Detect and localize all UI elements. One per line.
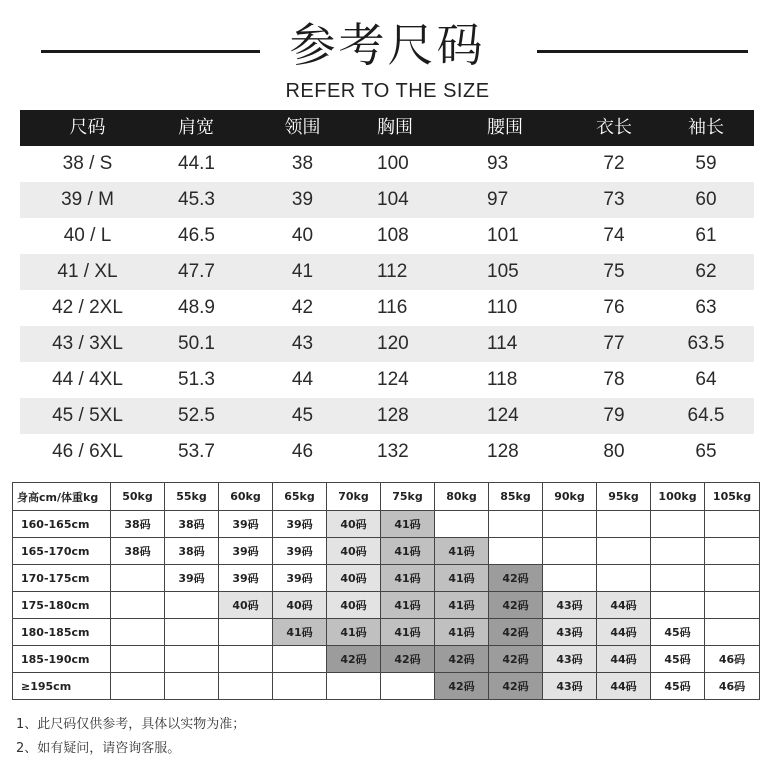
header-rule-right — [537, 50, 748, 53]
grid-cell — [597, 565, 651, 592]
grid-cell: 40码 — [327, 538, 381, 565]
grid-cell — [489, 538, 543, 565]
page-title: 参考尺码 — [289, 18, 486, 72]
height-label: 175-180cm — [13, 592, 111, 619]
table-cell: 63 — [695, 297, 717, 318]
weight-header: 70kg — [327, 483, 381, 511]
grid-cell: 46码 — [705, 673, 760, 700]
table-cell: 39 — [291, 189, 314, 210]
height-label: 170-175cm — [13, 565, 111, 592]
grid-cell — [651, 592, 705, 619]
grid-cell — [111, 673, 165, 700]
table-cell: 59 — [695, 153, 717, 174]
grid-cell: 41码 — [381, 565, 435, 592]
grid-cell — [165, 673, 219, 700]
grid-cell — [273, 673, 327, 700]
table-cell: 74 — [603, 225, 625, 246]
table-cell: 128 — [377, 405, 409, 426]
table-cell: 78 — [603, 369, 625, 390]
table-cell: 51.3 — [178, 369, 215, 390]
table-cell: 100 — [377, 153, 409, 174]
grid-cell — [165, 646, 219, 673]
size-table-header — [20, 110, 754, 146]
grid-cell — [435, 511, 489, 538]
weight-header: 65kg — [273, 483, 327, 511]
table-cell: 114 — [487, 333, 518, 354]
grid-cell: 40码 — [327, 592, 381, 619]
table-row — [20, 146, 754, 182]
grid-cell — [273, 646, 327, 673]
weight-header: 75kg — [381, 483, 435, 511]
grid-cell: 39码 — [219, 511, 273, 538]
grid-cell — [165, 592, 219, 619]
column-header: 胸围 — [377, 117, 413, 138]
grid-cell: 41码 — [435, 592, 489, 619]
grid-cell — [381, 673, 435, 700]
grid-cell — [651, 538, 705, 565]
grid-cell — [705, 592, 760, 619]
table-cell: 53.7 — [178, 441, 215, 462]
grid-cell: 42码 — [489, 592, 543, 619]
grid-cell: 43码 — [543, 592, 597, 619]
table-row — [20, 254, 754, 290]
table-cell: 40 — [291, 225, 314, 246]
table-cell: 45 — [291, 405, 314, 426]
grid-cell: 43码 — [543, 619, 597, 646]
grid-row — [13, 646, 760, 673]
grid-cell: 41码 — [435, 619, 489, 646]
grid-cell: 45码 — [651, 646, 705, 673]
table-cell: 61 — [695, 225, 717, 246]
size-table-body — [20, 146, 754, 470]
weight-header: 95kg — [597, 483, 651, 511]
grid-cell: 39码 — [273, 565, 327, 592]
grid-cell: 39码 — [273, 538, 327, 565]
grid-cell: 44码 — [597, 673, 651, 700]
grid-cell — [219, 673, 273, 700]
table-cell: 77 — [603, 333, 625, 354]
height-label: 160-165cm — [13, 511, 111, 538]
grid-cell: 42码 — [381, 646, 435, 673]
table-row — [20, 182, 754, 218]
grid-cell — [219, 619, 273, 646]
grid-cell: 39码 — [219, 565, 273, 592]
table-cell: 128 — [487, 441, 519, 462]
table-cell: 93 — [487, 153, 509, 174]
table-cell: 101 — [487, 225, 519, 246]
column-header: 肩宽 — [178, 117, 214, 138]
table-row — [20, 218, 754, 254]
grid-row — [13, 619, 760, 646]
grid-cell: 38码 — [165, 511, 219, 538]
grid-cell: 38码 — [111, 538, 165, 565]
table-cell: 52.5 — [178, 405, 215, 426]
grid-cell — [327, 673, 381, 700]
grid-cell: 40码 — [273, 592, 327, 619]
column-header: 衣长 — [596, 117, 632, 138]
table-cell: 42 — [291, 297, 314, 318]
table-cell: 38 / S — [62, 153, 113, 174]
size-table — [20, 110, 754, 470]
table-cell: 60 — [695, 189, 717, 210]
notes — [16, 713, 245, 761]
grid-row — [13, 673, 760, 700]
grid-cell — [543, 565, 597, 592]
grid-cell — [705, 565, 760, 592]
table-cell: 76 — [603, 297, 625, 318]
grid-cell — [651, 565, 705, 592]
table-cell: 48.9 — [178, 297, 215, 318]
table-cell: 64 — [695, 369, 717, 390]
column-header: 腰围 — [487, 117, 523, 138]
table-cell: 43 / 3XL — [52, 333, 123, 354]
table-row — [20, 434, 754, 470]
weight-header: 80kg — [435, 483, 489, 511]
table-cell: 41 — [291, 261, 314, 282]
table-cell: 65 — [695, 441, 717, 462]
table-cell: 64.5 — [687, 405, 725, 426]
grid-row — [13, 592, 760, 619]
header-rule-left — [41, 50, 260, 53]
grid-row — [13, 511, 760, 538]
grid-cell: 42码 — [435, 646, 489, 673]
table-cell: 120 — [377, 333, 409, 354]
table-cell: 105 — [487, 261, 519, 282]
grid-cell — [111, 646, 165, 673]
grid-cell: 41码 — [381, 511, 435, 538]
grid-cell: 42码 — [489, 646, 543, 673]
grid-cell: 41码 — [435, 538, 489, 565]
grid-cell: 42码 — [435, 673, 489, 700]
grid-cell: 41码 — [381, 538, 435, 565]
height-label: 180-185cm — [13, 619, 111, 646]
table-row — [20, 326, 754, 362]
column-header: 尺码 — [69, 117, 106, 138]
grid-cell: 43码 — [543, 646, 597, 673]
height-label: 165-170cm — [13, 538, 111, 565]
grid-cell — [597, 511, 651, 538]
grid-cell — [165, 619, 219, 646]
grid-cell: 38码 — [165, 538, 219, 565]
grid-cell — [597, 538, 651, 565]
table-cell: 73 — [603, 189, 625, 210]
grid-cell: 38码 — [111, 511, 165, 538]
table-cell: 50.1 — [178, 333, 215, 354]
table-cell: 116 — [377, 297, 408, 318]
note-line: 2、如有疑问，请咨询客服。 — [16, 741, 181, 756]
table-cell: 63.5 — [687, 333, 725, 354]
grid-cell — [705, 511, 760, 538]
grid-cell: 41码 — [381, 619, 435, 646]
grid-cell: 41码 — [327, 619, 381, 646]
grid-cell — [111, 619, 165, 646]
table-cell: 44.1 — [178, 153, 215, 174]
table-cell: 112 — [377, 261, 408, 282]
grid-cell: 40码 — [219, 592, 273, 619]
weight-header: 85kg — [489, 483, 543, 511]
grid-cell: 42码 — [327, 646, 381, 673]
table-cell: 79 — [603, 405, 625, 426]
table-cell: 42 / 2XL — [52, 297, 123, 318]
grid-cell: 44码 — [597, 619, 651, 646]
table-cell: 47.7 — [178, 261, 215, 282]
table-cell: 132 — [377, 441, 409, 462]
table-row — [20, 290, 754, 326]
table-cell: 45.3 — [178, 189, 215, 210]
weight-header: 90kg — [543, 483, 597, 511]
weight-header: 50kg — [111, 483, 165, 511]
grid-cell: 42码 — [489, 673, 543, 700]
grid-cell: 44码 — [597, 646, 651, 673]
grid-cell: 44码 — [597, 592, 651, 619]
grid-header-row — [13, 483, 760, 511]
table-cell: 80 — [603, 441, 625, 462]
grid-corner-label: 身高cm/体重kg — [13, 483, 111, 511]
weight-header: 60kg — [219, 483, 273, 511]
table-cell: 108 — [377, 225, 409, 246]
table-cell: 124 — [487, 405, 519, 426]
table-cell: 46 / 6XL — [52, 441, 123, 462]
column-header: 领围 — [284, 117, 321, 138]
grid-cell: 42码 — [489, 619, 543, 646]
table-cell: 38 — [291, 153, 314, 174]
grid-row — [13, 565, 760, 592]
table-cell: 110 — [487, 297, 518, 318]
table-cell: 104 — [377, 189, 409, 210]
grid-cell — [543, 538, 597, 565]
grid-cell — [111, 565, 165, 592]
grid-cell: 39码 — [273, 511, 327, 538]
table-cell: 44 — [291, 369, 314, 390]
grid-cell: 40码 — [327, 511, 381, 538]
table-cell: 39 / M — [61, 189, 114, 210]
grid-cell — [111, 592, 165, 619]
grid-cell: 43码 — [543, 673, 597, 700]
table-cell: 46 — [291, 441, 314, 462]
fit-grid — [12, 482, 760, 700]
grid-cell: 39码 — [165, 565, 219, 592]
table-cell: 62 — [695, 261, 717, 282]
table-cell: 75 — [603, 261, 625, 282]
table-cell: 97 — [487, 189, 509, 210]
grid-cell — [543, 511, 597, 538]
grid-row — [13, 538, 760, 565]
height-label: ≥195cm — [13, 673, 111, 700]
table-cell: 72 — [603, 153, 625, 174]
grid-cell: 45码 — [651, 619, 705, 646]
note-line: 1、此尺码仅供参考，具体以实物为准； — [16, 717, 246, 732]
table-row — [20, 362, 754, 398]
table-cell: 41 / XL — [57, 261, 118, 282]
grid-cell: 41码 — [273, 619, 327, 646]
grid-cell — [489, 511, 543, 538]
page-subtitle: REFER TO THE SIZE — [285, 80, 490, 102]
table-cell: 124 — [377, 369, 409, 390]
grid-cell: 42码 — [489, 565, 543, 592]
table-cell: 44 / 4XL — [52, 369, 123, 390]
height-label: 185-190cm — [13, 646, 111, 673]
table-cell: 45 / 5XL — [52, 405, 123, 426]
grid-cell — [651, 511, 705, 538]
grid-cell — [219, 646, 273, 673]
grid-cell: 40码 — [327, 565, 381, 592]
grid-cell: 39码 — [219, 538, 273, 565]
grid-cell: 41码 — [435, 565, 489, 592]
table-cell: 40 / L — [63, 225, 112, 246]
column-header: 袖长 — [688, 117, 724, 138]
table-cell: 118 — [487, 369, 518, 390]
weight-header: 100kg — [651, 483, 705, 511]
table-row — [20, 398, 754, 434]
table-cell: 43 — [291, 333, 314, 354]
grid-cell — [705, 619, 760, 646]
grid-cell — [705, 538, 760, 565]
grid-cell: 45码 — [651, 673, 705, 700]
table-cell: 46.5 — [178, 225, 215, 246]
grid-cell: 46码 — [705, 646, 760, 673]
weight-header: 105kg — [705, 483, 760, 511]
weight-header: 55kg — [165, 483, 219, 511]
grid-cell: 41码 — [381, 592, 435, 619]
